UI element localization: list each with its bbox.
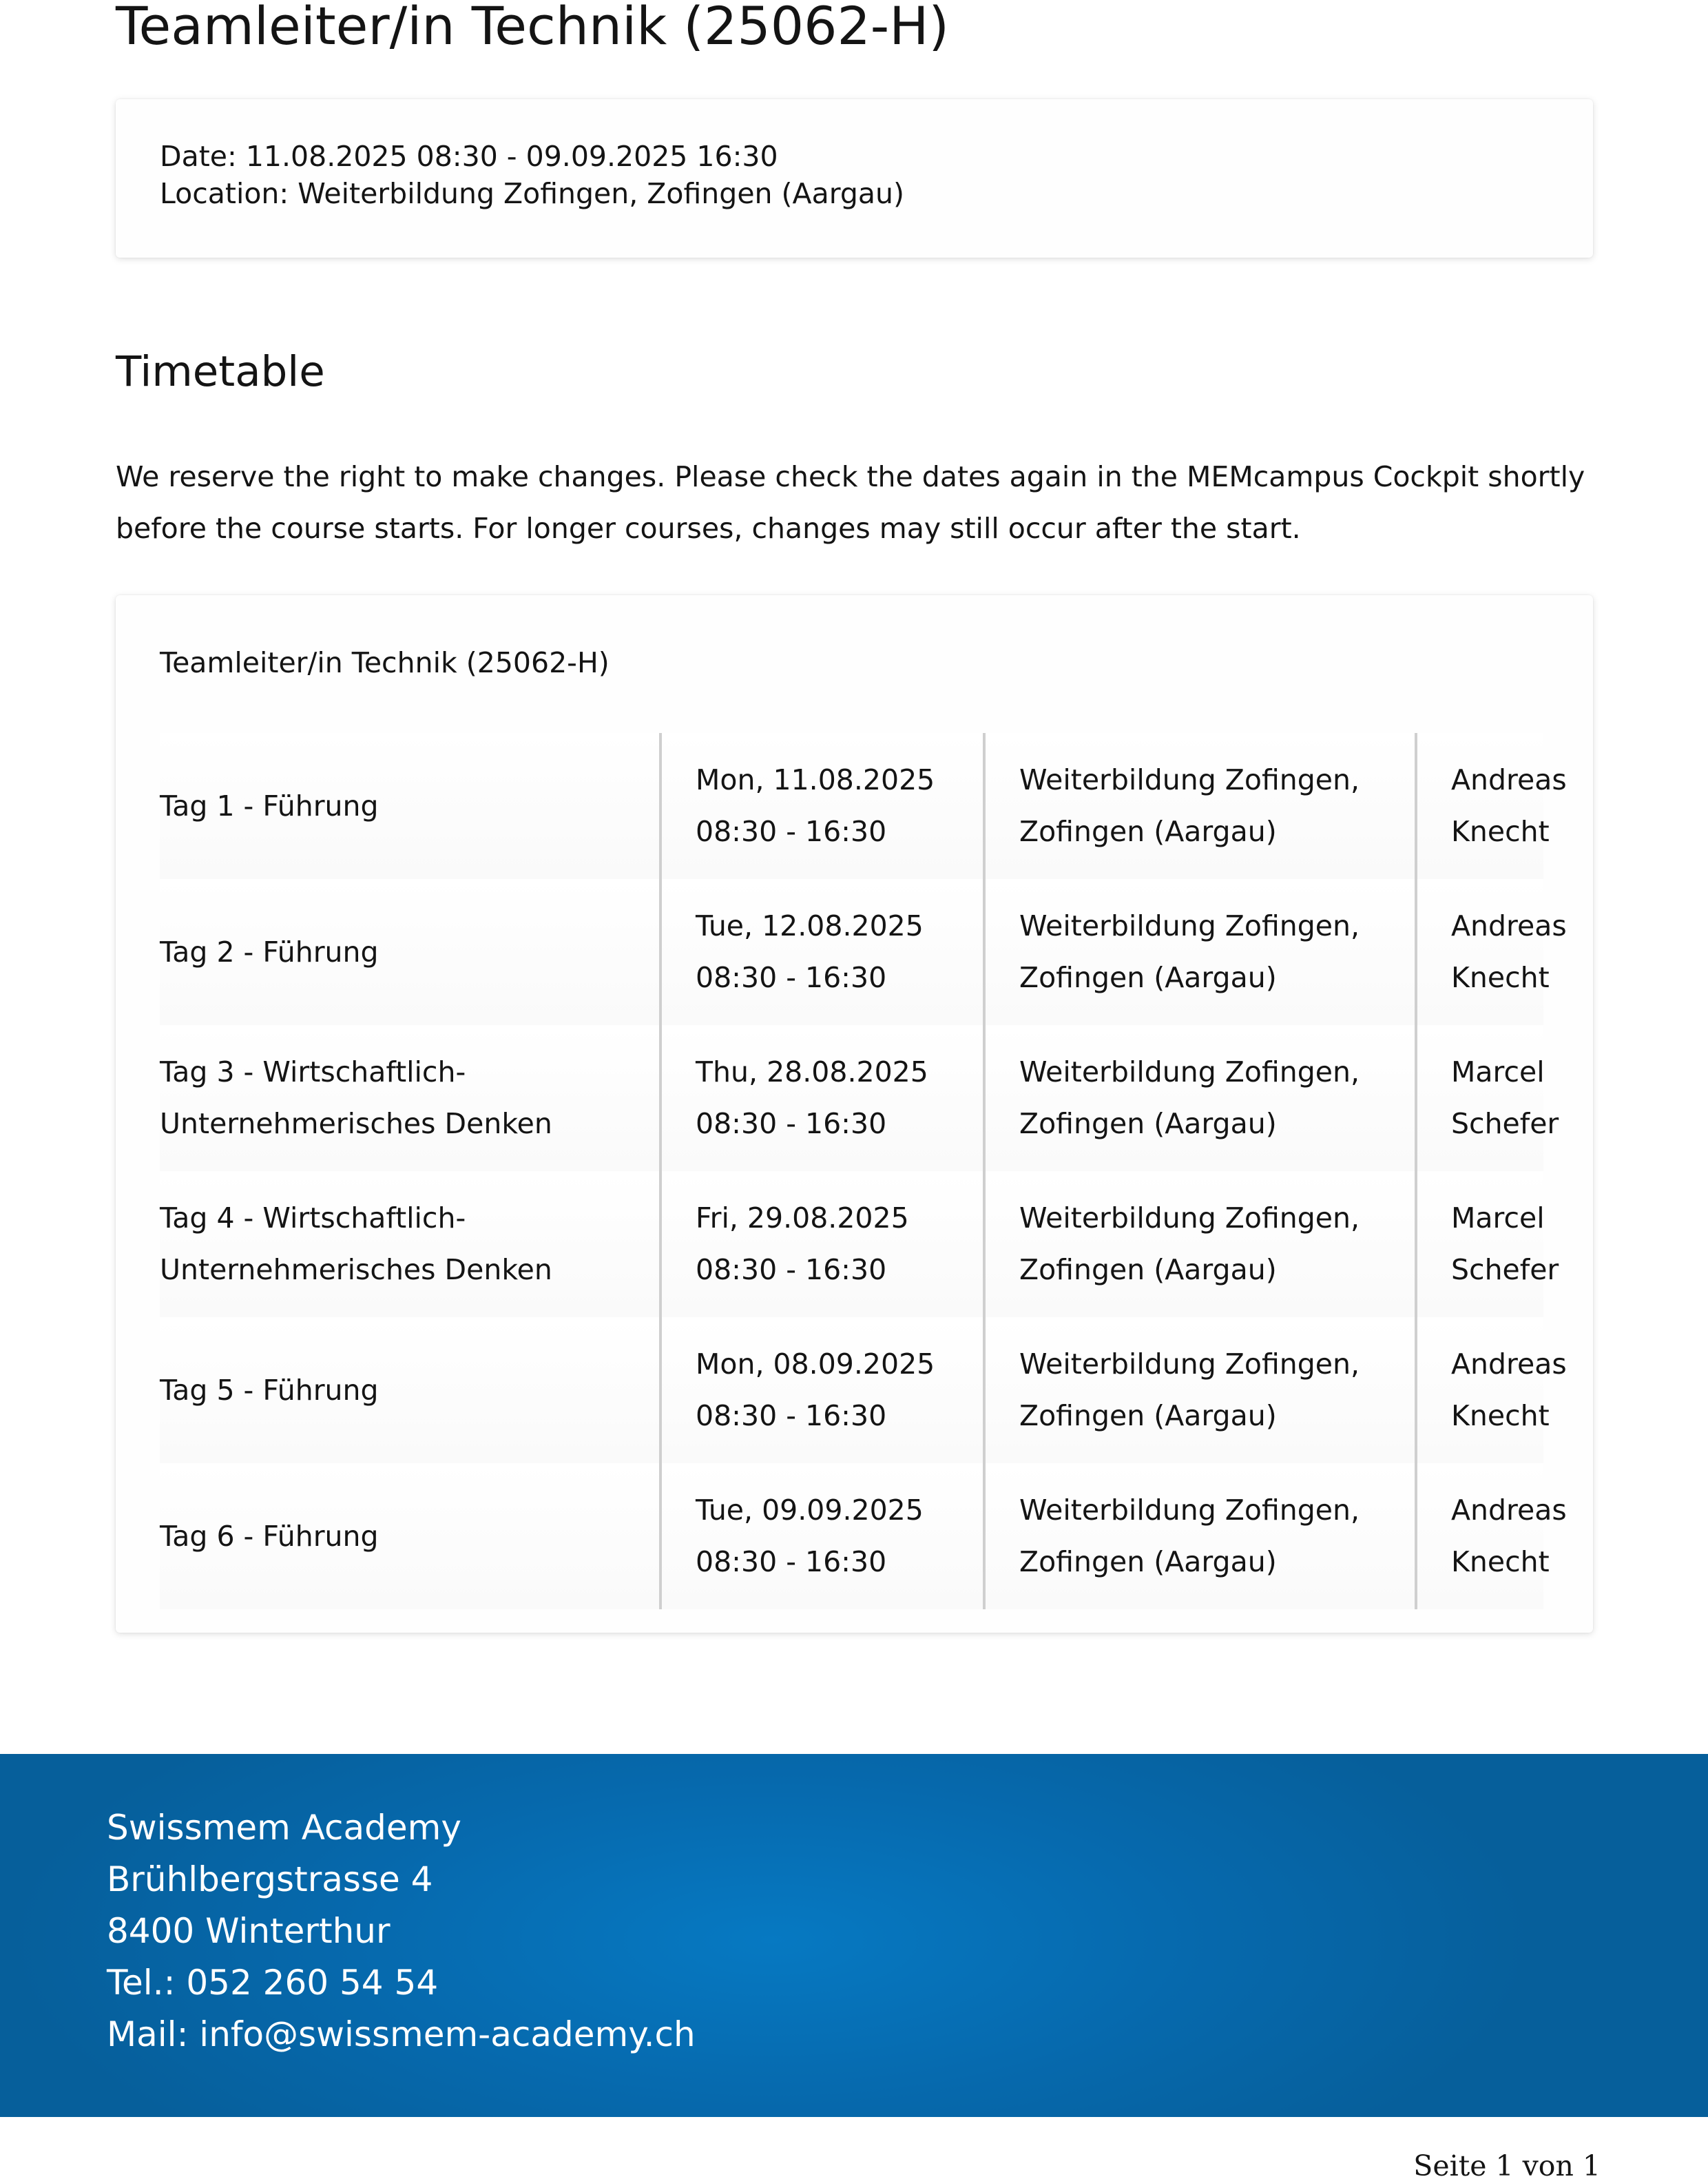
session-time: 08:30 - 16:30 bbox=[696, 1399, 887, 1432]
session-time: 08:30 - 16:30 bbox=[696, 815, 887, 848]
session-trainer: Andreas bbox=[1451, 763, 1567, 796]
session-date: Fri, 29.08.2025 bbox=[696, 1201, 909, 1235]
location-cell bbox=[983, 733, 1415, 879]
session-trainer: Marcel bbox=[1451, 1055, 1545, 1088]
trainer-cell bbox=[1415, 1463, 1567, 1609]
session-trainer: Andreas bbox=[1451, 909, 1567, 942]
location-cell bbox=[983, 1317, 1415, 1463]
session-name: Tag 5 - Führung bbox=[160, 1373, 379, 1407]
footer bbox=[0, 1754, 1708, 2117]
session-time: 08:30 - 16:30 bbox=[696, 961, 887, 994]
session-name: Tag 4 - Wirtschaftlich- bbox=[160, 1201, 466, 1235]
session-location: Weiterbildung Zofingen, bbox=[1019, 1201, 1360, 1235]
trainer-cell bbox=[1415, 733, 1567, 879]
session-date: Tue, 09.09.2025 bbox=[696, 1494, 924, 1527]
session-location: Zofingen (Aargau) bbox=[1019, 1545, 1277, 1578]
timetable-course-title: Teamleiter/in Technik (25062-H) bbox=[160, 646, 610, 679]
session-cell bbox=[160, 733, 659, 879]
footer-street: Brühlbergstrasse 4 bbox=[107, 1859, 433, 1899]
session-trainer: Knecht bbox=[1451, 815, 1550, 848]
session-trainer: Knecht bbox=[1451, 1399, 1550, 1432]
session-trainer: Knecht bbox=[1451, 961, 1550, 994]
trainer-cell bbox=[1415, 1025, 1559, 1171]
footer-org-name: Swissmem Academy bbox=[107, 1808, 461, 1848]
table-row bbox=[160, 1463, 1567, 1609]
location-cell bbox=[983, 1025, 1415, 1171]
footer-phone: Tel.: 052 260 54 54 bbox=[107, 1963, 439, 2003]
page-title: Teamleiter/in Technik (25062-H) bbox=[116, 0, 950, 56]
session-cell bbox=[160, 1171, 659, 1317]
course-info-card bbox=[116, 99, 1593, 258]
session-time: 08:30 - 16:30 bbox=[696, 1253, 887, 1286]
datetime-cell bbox=[659, 1463, 983, 1609]
course-date: Date: 11.08.2025 08:30 - 09.09.2025 16:30 bbox=[160, 140, 778, 173]
session-cell bbox=[160, 1317, 659, 1463]
session-location: Zofingen (Aargau) bbox=[1019, 1253, 1277, 1286]
session-location: Zofingen (Aargau) bbox=[1019, 1107, 1277, 1140]
table-row bbox=[160, 1317, 1567, 1463]
datetime-cell bbox=[659, 733, 983, 879]
session-date: Thu, 28.08.2025 bbox=[696, 1055, 928, 1088]
session-cell bbox=[160, 879, 659, 1025]
session-trainer: Schefer bbox=[1451, 1253, 1559, 1286]
datetime-cell bbox=[659, 1171, 983, 1317]
session-location: Weiterbildung Zofingen, bbox=[1019, 1055, 1360, 1088]
session-location: Weiterbildung Zofingen, bbox=[1019, 763, 1360, 796]
session-time: 08:30 - 16:30 bbox=[696, 1545, 887, 1578]
trainer-cell bbox=[1415, 1317, 1567, 1463]
session-trainer: Andreas bbox=[1451, 1494, 1567, 1527]
table-row bbox=[160, 879, 1567, 1025]
session-name: Unternehmerisches Denken bbox=[160, 1107, 552, 1140]
location-cell bbox=[983, 1463, 1415, 1609]
session-location: Weiterbildung Zofingen, bbox=[1019, 909, 1360, 942]
trainer-cell bbox=[1415, 879, 1567, 1025]
session-trainer: Knecht bbox=[1451, 1545, 1550, 1578]
footer-email: Mail: info@swissmem-academy.ch bbox=[107, 2014, 696, 2054]
session-location: Weiterbildung Zofingen, bbox=[1019, 1494, 1360, 1527]
session-trainer: Schefer bbox=[1451, 1107, 1559, 1140]
datetime-cell bbox=[659, 1317, 983, 1463]
session-cell bbox=[160, 1025, 659, 1171]
session-name: Tag 2 - Führung bbox=[160, 935, 379, 969]
location-cell bbox=[983, 1171, 1415, 1317]
session-date: Mon, 08.09.2025 bbox=[696, 1347, 935, 1381]
table-row bbox=[160, 733, 1567, 879]
session-location: Zofingen (Aargau) bbox=[1019, 815, 1277, 848]
session-date: Mon, 11.08.2025 bbox=[696, 763, 935, 796]
timetable-table bbox=[160, 733, 1567, 1609]
timetable-notice: We reserve the right to make changes. Please check the dates again in the MEMcampus Cockpit shortly before the course starts. For longer courses, changes may still occur after the start. bbox=[116, 460, 1585, 545]
session-location: Zofingen (Aargau) bbox=[1019, 1399, 1277, 1432]
timetable-heading: Timetable bbox=[116, 347, 325, 396]
session-location: Zofingen (Aargau) bbox=[1019, 961, 1277, 994]
session-trainer: Marcel bbox=[1451, 1201, 1545, 1235]
table-row bbox=[160, 1025, 1559, 1171]
session-name: Tag 1 - Führung bbox=[160, 789, 379, 823]
session-time: 08:30 - 16:30 bbox=[696, 1107, 887, 1140]
datetime-cell bbox=[659, 1025, 983, 1171]
session-trainer: Andreas bbox=[1451, 1347, 1567, 1381]
session-name: Tag 6 - Führung bbox=[160, 1519, 379, 1553]
trainer-cell bbox=[1415, 1171, 1559, 1317]
session-date: Tue, 12.08.2025 bbox=[696, 909, 924, 942]
session-name: Tag 3 - Wirtschaftlich- bbox=[160, 1055, 466, 1088]
datetime-cell bbox=[659, 879, 983, 1025]
location-cell bbox=[983, 879, 1415, 1025]
footer-city: 8400 Winterthur bbox=[107, 1911, 390, 1951]
table-row bbox=[160, 1171, 1559, 1317]
session-cell bbox=[160, 1463, 659, 1609]
session-name: Unternehmerisches Denken bbox=[160, 1253, 552, 1286]
course-location: Location: Weiterbildung Zofingen, Zofingen (Aargau) bbox=[160, 177, 904, 210]
page-number: Seite 1 von 1 bbox=[1413, 2149, 1601, 2179]
session-location: Weiterbildung Zofingen, bbox=[1019, 1347, 1360, 1381]
